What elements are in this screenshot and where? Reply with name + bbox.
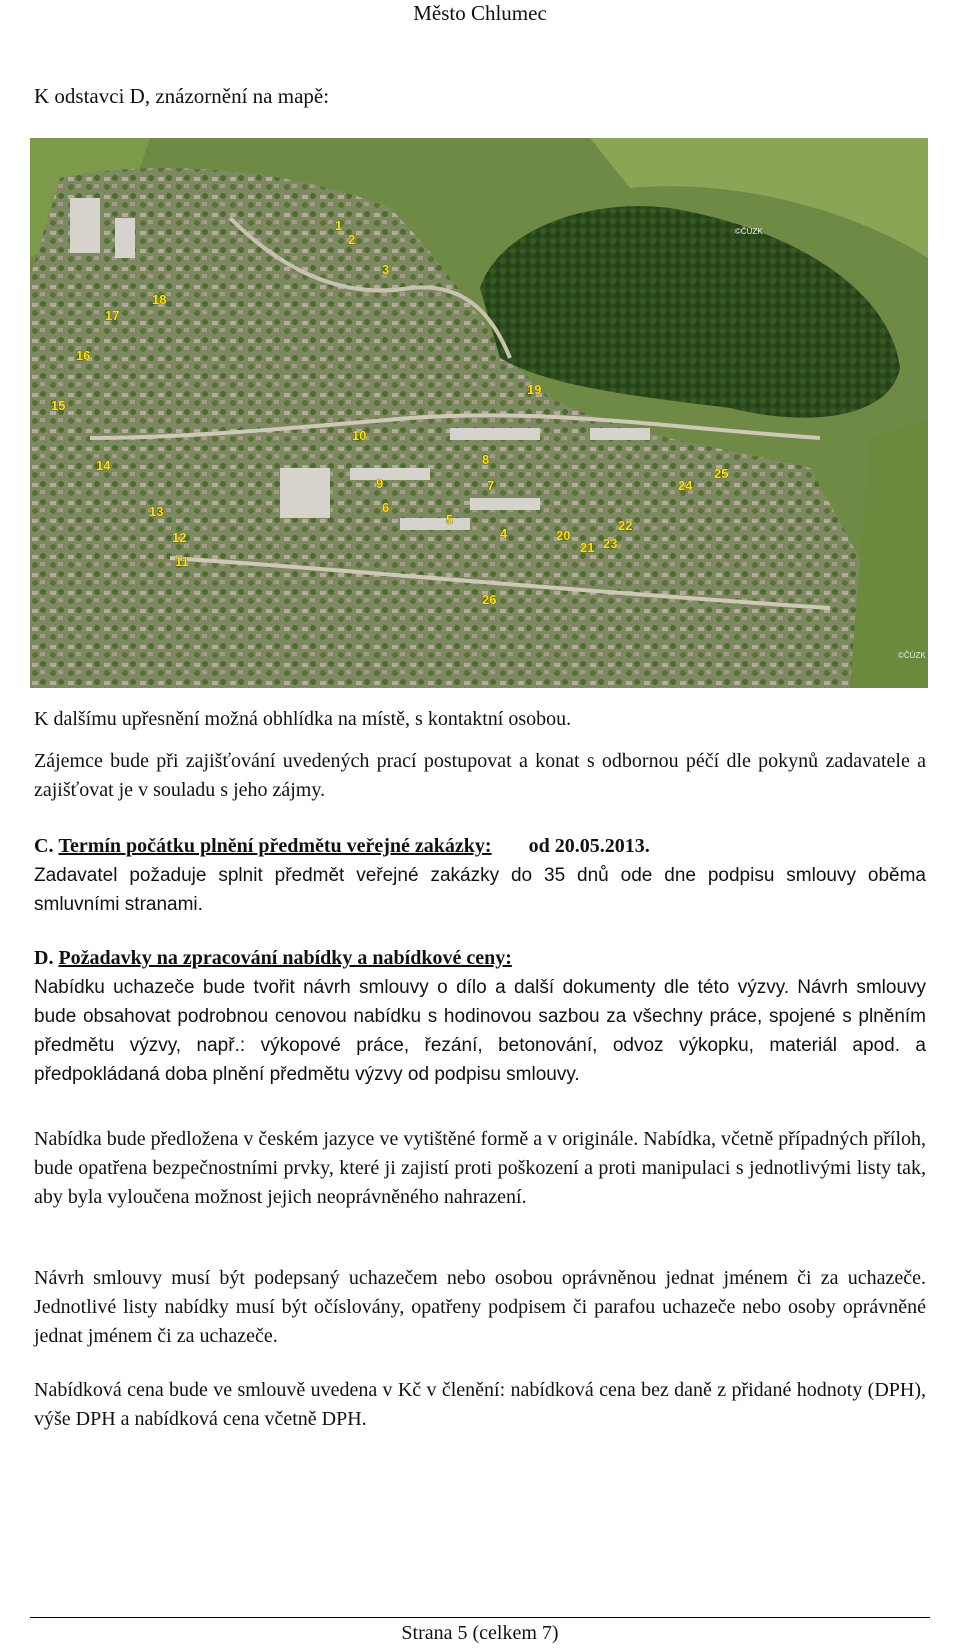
map-marker: 20 [556,528,571,543]
aerial-photo [30,138,928,688]
page-footer: Strana 5 (celkem 7) [401,1622,559,1644]
map-marker: 18 [152,292,167,307]
map-watermark: ©ČÚZK [735,227,763,236]
map-marker: 25 [714,466,729,481]
section-d-text [34,973,926,1089]
map-watermark: ©ČÚZK [898,651,926,660]
section-d-letter: D. [34,947,54,969]
map-marker: 1 [335,218,343,233]
map-marker: 8 [482,452,490,467]
paragraph-care: Zájemce bude při zajišťování uvedených prací postupovat a konat s odbornou péčí dle pokynů zadavatele a zajišťovat je v souladu s jeho zájmy. [34,750,926,801]
section-c-letter: C. [34,835,54,857]
map-marker: 4 [500,526,508,541]
map-marker: 12 [172,530,187,545]
map-marker: 10 [352,428,367,443]
section-d-title: Požadavky na zpracování nabídky a nabídkové ceny: [58,947,512,969]
section-d-heading [34,944,926,973]
map-marker: 21 [580,540,595,555]
paragraph-offer-form: Nabídka bude předložena v českém jazyce ve vytištěné formě a v originále. Nabídka, včetně případných příloh, bude opatřena bezpečnostními prvky, které ji zajistí proti poškození a proti manipulaci s jednotlivými listy tak, aby byla vyloučena možnost jejich neoprávněného nahrazení. [34,1128,926,1208]
aerial-map [30,138,928,688]
map-marker: 15 [51,398,66,413]
map-marker: 3 [382,262,390,277]
map-marker: 5 [446,512,454,527]
paragraph-inspection: K dalšímu upřesnění možná obhlídka na místě, s kontaktní osobou. [34,708,572,730]
map-marker: 9 [376,476,384,491]
section-d-text-b: Návrh smlouvy bude obsahovat podrobnou cenovou nabídku s hodinovou sazbou za všechny práce, spojené s plněním předmětu výzvy, např.: výkopové práce, řezání, betonování, odvoz výkopku, materiál apod. a předpokládaná doba plnění předmětu výzvy od podpisu smlouvy. [34,977,927,1085]
map-marker: 17 [105,308,120,323]
page-header: Město Chlumec [413,1,547,25]
map-marker: 24 [678,478,693,493]
map-marker: 2 [348,232,356,247]
section-c-date: od 20.05.2013. [528,835,650,857]
section-c-title: Termín počátku plnění předmětu veřejné zakázky: [58,835,492,857]
map-marker: 22 [618,518,633,533]
map-marker: 23 [603,536,618,551]
section-c-text: Zadavatel požaduje splnit předmět veřejné zakázky do 35 dnů ode dne podpisu smlouvy oběma smluvními stranami. [34,865,926,915]
section-d-text-a: Nabídku uchazeče bude tvořit návrh smlouvy o dílo a další dokumenty dle této výzvy. [34,977,790,998]
map-marker: 11 [175,554,189,569]
map-marker: 6 [382,500,390,515]
map-intro: K odstavci D, znázornění na mapě: [34,84,330,108]
footer-divider [30,1617,930,1618]
map-marker: 19 [527,382,542,397]
map-marker: 7 [487,478,495,493]
section-c-heading [34,832,926,861]
map-marker: 14 [96,458,111,473]
map-marker: 16 [76,348,91,363]
paragraph-price: Nabídková cena bude ve smlouvě uvedena v Kč v členění: nabídková cena bez daně z přidané hodnoty (DPH), výše DPH a nabídková cena včetně DPH. [34,1379,926,1430]
map-marker: 26 [482,592,497,607]
map-marker: 13 [149,504,164,519]
paragraph-signature: Návrh smlouvy musí být podepsaný uchazečem nebo osobou oprávněnou jednat jménem či za uchazeče. Jednotlivé listy nabídky musí být očíslovány, opatřeny podpisem či parafou uchazeče nebo osoby oprávněné jednat jménem či za uchazeče. [34,1267,926,1347]
